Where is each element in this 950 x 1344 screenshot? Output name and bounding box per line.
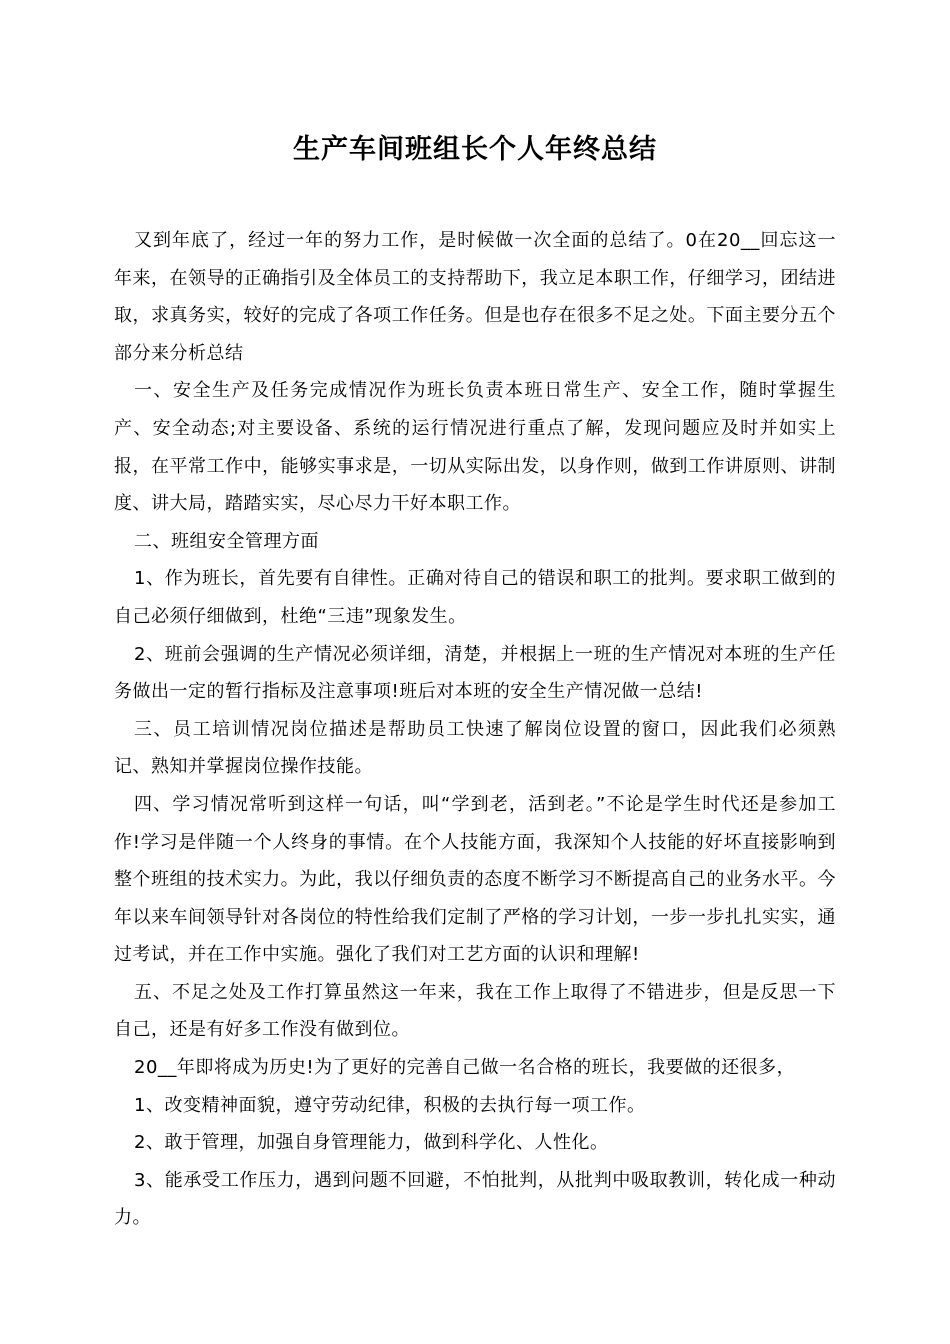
paragraph-plan-item-2: 2、敢于管理，加强自身管理能力，做到科学化、人性化。 [134,1132,609,1154]
paragraph-section-2-item-1: 1、作为班长，首先要有自律性。正确对待自己的错误和职工的批判。要求职工做到的自己必须仔细做到，杜绝“三违”现象发生。 [114,568,836,627]
paragraph-intro: 又到年底了，经过一年的努力工作，是时候做一次全面的总结了。0在20__回忘这一年来，在领导的正确指引及全体员工的支持帮助下，我立足本职工作，仔细学习，团结进取，求真务实，较好的完成了各项工作任务。但是也存在很多不足之处。下面主要分五个部分来分析总结 [114,230,836,364]
paragraph-section-5: 五、不足之处及工作打算虽然这一年来，我在工作上取得了不错进步，但是反思一下自己，还是有好多工作没有做到位。 [114,981,836,1041]
paragraph-plan-item-1: 1、改变精神面貌，遵守劳动纪律，积极的去执行每一项工作。 [134,1094,646,1116]
paragraph-section-2-heading: 二、班组安全管理方面 [134,530,319,552]
paragraph-section-4: 四、学习情况常听到这样一句话，叫“学到老，活到老。”不论是学生时代还是参加工作!学习是伴随一个人终身的事情。在个人技能方面，我深知个人技能的好坏直接影响到整个班组的技术实力。为此，我以仔细负责的态度不断学习不断提高自己的业务水平。今年以来车间领导针对各岗位的特性给我们定制了严格的学习计划，一步一步扎扎实实，通过考试，并在工作中实施。强化了我们对工艺方面的认识和理解! [114,793,836,966]
paragraph-section-2-item-2: 2、班前会强调的生产情况必须详细，清楚，并根据上一班的生产情况对本班的生产任务做出一定的暂行指标及注意事项!班后对本班的安全生产情况做一总结! [114,643,836,703]
paragraph-section-1: 一、安全生产及任务完成情况作为班长负责本班日常生产、安全工作，随时掌握生产、安全动态;对主要设备、系统的运行情况进行重点了解，发现问题应及时并如实上报，在平常工作中，能够实事求是，一切从实际出发，以身作则，做到工作讲原则、讲制度、讲大局，踏踏实实，尽心尽力干好本职工作。 [114,380,836,515]
paragraph-plan-intro: 20__年即将成为历史!为了更好的完善自己做一名合格的班长，我要做的还很多， [134,1057,796,1079]
document-title: 生产车间班组长个人年终总结 [293,134,657,165]
paragraph-section-3: 三、员工培训情况岗位描述是帮助员工快速了解岗位设置的窗口，因此我们必须熟记、熟知并掌握岗位操作技能。 [114,718,836,778]
paragraph-plan-item-3: 3、能承受工作压力，遇到问题不回避，不怕批判，从批判中吸取教训，转化成一种动力。 [114,1169,836,1229]
document-body [114,222,836,1237]
